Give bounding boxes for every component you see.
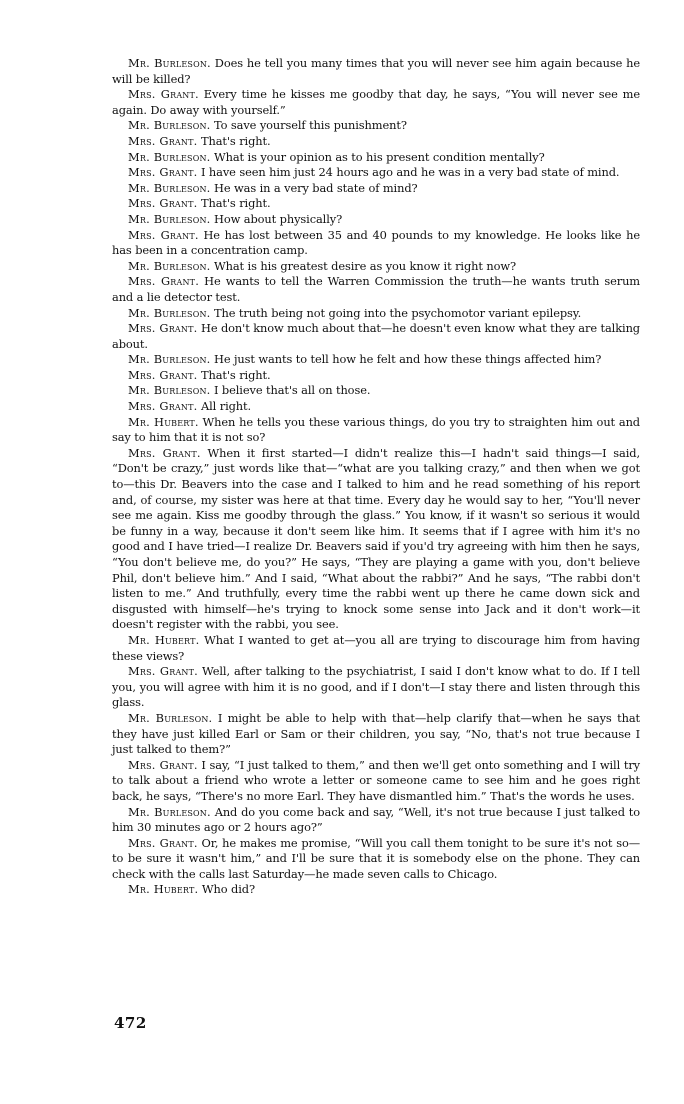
speaker-label: Mr. Burleson. [128, 804, 211, 819]
speaker-label: Mr. Burleson. [128, 383, 211, 398]
paragraph-text: To save yourself this punishment? [210, 118, 407, 133]
transcript-paragraph [112, 228, 640, 259]
speaker-label: Mr. Burleson. [128, 180, 211, 195]
transcript-page [112, 56, 640, 898]
speaker-label: Mr. Burleson. [128, 258, 211, 273]
speaker-label: Mrs. Grant. [128, 321, 198, 336]
transcript-paragraph [112, 633, 640, 664]
transcript-paragraph [112, 134, 640, 150]
transcript-paragraph [112, 274, 640, 305]
speaker-label: Mrs. Grant. [128, 757, 198, 772]
speaker-label: Mr. Hubert. [128, 882, 199, 897]
page-number: 472 [114, 1014, 147, 1032]
speaker-label: Mr. Burleson. [128, 118, 211, 133]
speaker-label: Mrs. Grant. [128, 165, 198, 180]
paragraph-text: He just wants to tell how he felt and how these things affected him? [210, 352, 602, 367]
paragraph-text: He wants to tell the Warren Commission the truth—he wants truth serum and a lie detector test. [112, 274, 640, 304]
paragraph-text: And do you come back and say, “Well, it's not true because I just talked to him 30 minutes ago or 2 hours ago?” [112, 804, 640, 835]
speaker-label: Mr. Burleson. [128, 710, 213, 725]
paragraph-text: Or, he makes me promise, “Will you call them tonight to be sure it's not so—to be sure it wasn't him,” and I'll be sure that it is somebody else on the phone. They can check with the calls last Saturday—he made seven calls to Chicago. [112, 835, 640, 881]
speaker-label: Mrs. Grant. [128, 196, 198, 211]
transcript-paragraph [112, 259, 640, 275]
paragraph-text: I believe that's all on those. [210, 383, 371, 398]
transcript-paragraph [112, 882, 640, 898]
paragraph-text: What I wanted to get at—you all are trying to discourage him from having these views? [112, 632, 640, 663]
paragraph-text: Who did? [198, 882, 255, 897]
paragraph-text: That's right. [197, 196, 271, 211]
speaker-label: Mrs. Grant. [128, 835, 198, 850]
speaker-label: Mr. Burleson. [128, 211, 211, 226]
paragraph-text: That's right. [197, 367, 271, 382]
speaker-label: Mr. Burleson. [128, 352, 211, 367]
transcript-paragraph [112, 383, 640, 399]
paragraph-text: What is your opinion as to his present condition mentally? [210, 149, 545, 164]
paragraph-text: Well, after talking to the psychiatrist, I said I don't know what to do. If I tell you, you will agree with him it is no good, and if I don't—I stay there and listen through this glass. [112, 664, 641, 710]
speaker-label: Mrs. Grant. [128, 399, 198, 414]
speaker-label: Mrs. Grant. [128, 274, 200, 289]
transcript-paragraph [112, 758, 640, 805]
speaker-label: Mr. Burleson. [128, 56, 211, 70]
paragraph-text: Every time he kisses me goodby that day, he says, “You will never see me again. Do away with yourself.” [112, 87, 640, 117]
transcript-paragraph [112, 181, 640, 197]
speaker-label: Mr. Hubert. [128, 414, 199, 429]
transcript-paragraph [112, 306, 640, 322]
paragraph-text: He don't know much about that—he doesn't even know what they are talking about. [112, 321, 640, 351]
paragraph-text: I say, “I just talked to them,” and then we'll get onto something and I will try to talk about a friend who wrote a letter or someone came to see him and he goes right back, he says, “There's no more Earl. They have dismantled him.” That's the words he uses. [112, 757, 640, 803]
transcript-paragraph [112, 711, 640, 758]
transcript-paragraph [112, 165, 640, 181]
transcript-paragraph [112, 150, 640, 166]
paragraph-text: The truth being not going into the psychomotor variant epilepsy. [210, 305, 582, 320]
speaker-label: Mrs. Grant. [128, 664, 198, 679]
speaker-label: Mrs. Grant. [128, 133, 198, 148]
paragraph-text: That's right. [197, 133, 271, 148]
transcript-paragraph [112, 805, 640, 836]
transcript-paragraph [112, 836, 640, 883]
transcript-paragraph [112, 415, 640, 446]
paragraph-text: When he tells you these various things, do you try to straighten him out and say to him that it is not so? [112, 414, 640, 445]
speaker-label: Mrs. Grant. [128, 367, 198, 382]
speaker-label: Mrs. Grant. [128, 227, 199, 242]
transcript-paragraph [112, 56, 640, 87]
transcript-paragraph [112, 368, 640, 384]
speaker-label: Mrs. Grant. [128, 445, 201, 460]
transcript-paragraph [112, 196, 640, 212]
transcript-paragraph [112, 118, 640, 134]
transcript-paragraph [112, 87, 640, 118]
paragraph-text: How about physically? [210, 211, 343, 226]
paragraph-text: Does he tell you many times that you will never see him again because he will be killed? [112, 56, 640, 86]
speaker-label: Mrs. Grant. [128, 87, 199, 102]
transcript-paragraph [112, 352, 640, 368]
paragraph-text: What is his greatest desire as you know it right now? [210, 258, 517, 273]
paragraph-text: I have seen him just 24 hours ago and he was in a very bad state of mind. [197, 165, 620, 180]
speaker-label: Mr. Burleson. [128, 305, 211, 320]
transcript-paragraph [112, 212, 640, 228]
paragraph-text: He was in a very bad state of mind? [210, 180, 418, 195]
speaker-label: Mr. Hubert. [128, 632, 200, 647]
transcript-paragraph [112, 664, 640, 711]
transcript-paragraph [112, 321, 640, 352]
paragraph-text: He has lost between 35 and 40 pounds to my knowledge. He looks like he has been in a concentration camp. [112, 227, 641, 258]
paragraph-text: All right. [197, 399, 252, 414]
speaker-label: Mr. Burleson. [128, 149, 211, 164]
paragraph-text: I might be able to help with that—help clarify that—when he says that they have just killed Earl or Sam or their children, you say, “No, that's not true because I just talked to them?” [112, 710, 640, 757]
transcript-paragraph [112, 446, 640, 633]
paragraph-text: When it first started—I didn't realize this—I hadn't said things—I said, “Don't be crazy,” just words like that—“what are you talking crazy,” and then when we got to—this Dr. Beavers into the case and I talked to him and he read something of his report and, of course, my sister was here at that time. Every day he would say to her, “You'll never see me again. Kiss me goodby through the glass.” You know, if it wasn't so serious it would be funny in a way, because it don't seem like him. It seems that if I agree with him it's no good and I have tried—I realize Dr. Beavers said if you'd try agreeing with him then he says, “You don't believe me, do you?” He says, “They are playing a game with you, don't believe Phil, don't believe him.” And I said, “What about the rabbi?” And he says, “The rabbi don't listen to me.” And truthfully, every time the rabbi went up there he came down sick and disgusted with himself—he's trying to knock some sense into Jack and it don't work—it doesn't register with the rabbi, you see. [112, 445, 640, 632]
transcript-paragraph [112, 399, 640, 415]
